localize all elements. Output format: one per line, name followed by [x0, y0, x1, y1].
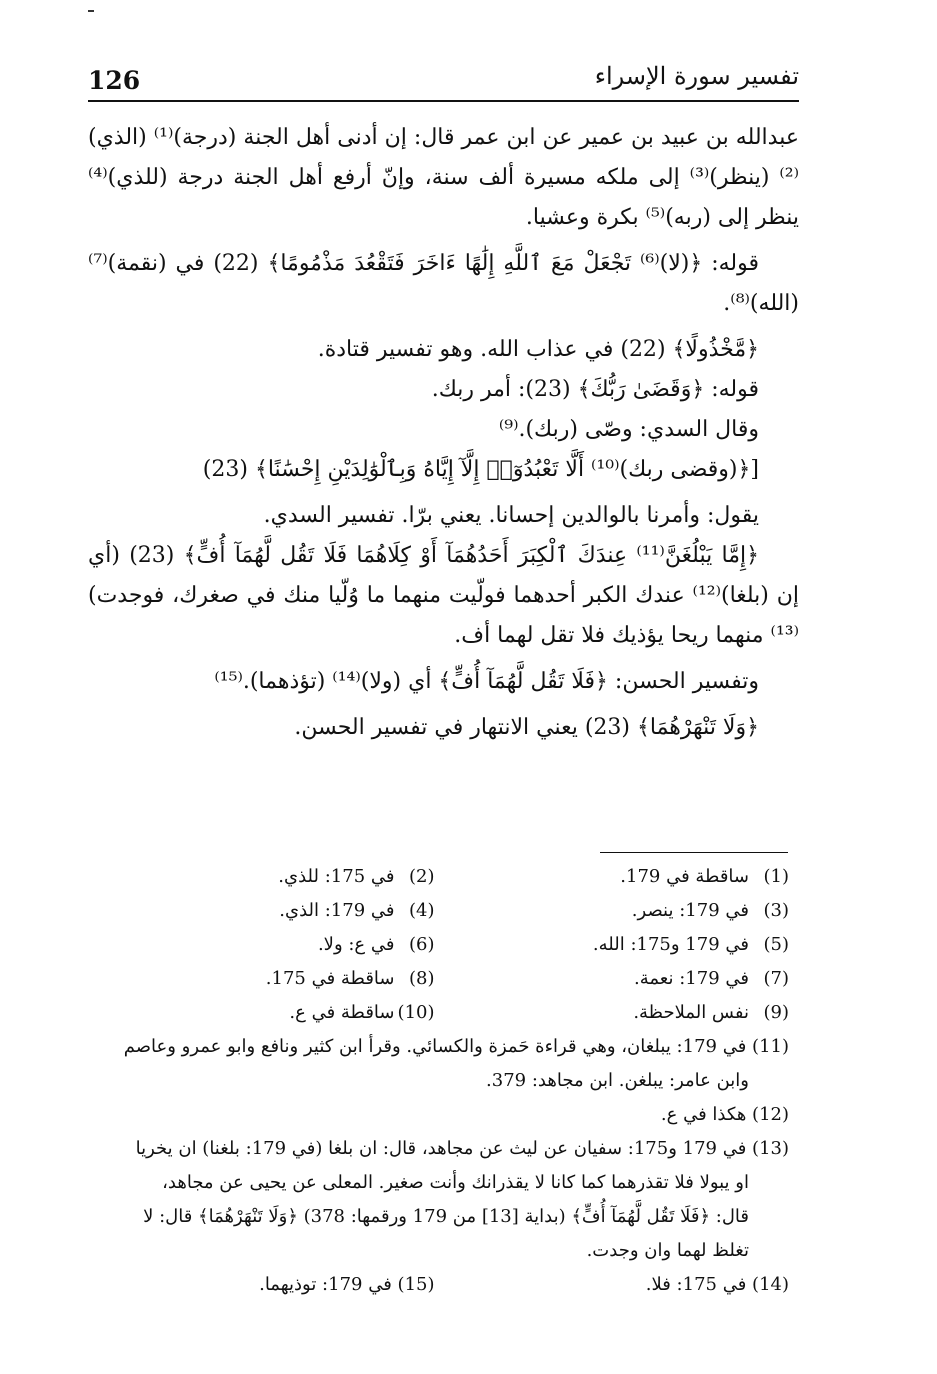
paragraph-2: قوله: ﴿(لا)⁽⁶⁾ تَجْعَلْ مَعَ ٱللَّهِ إِلَٰهًا ءَاخَرَ فَتَقْعُدَ مَذْمُومًا﴾ (22) في (نقمة)⁽⁷⁾ (الله)⁽⁸⁾. [88, 251, 799, 316]
page-title: تفسير سورة الإسراء [594, 62, 799, 90]
footnote-13-continued: قال: ﴿فَلَا تَقُل لَّهُمَآ أُفٍّ﴾ (بداية [13] من 179 ورقمها: 378) ﴿وَلَا تَنْهَرْهُمَا﴾ قال: لا [143, 1206, 749, 1227]
paragraph-4: قوله: ﴿وَقَضَىٰ رَبُّكَ﴾ (23): أمر ربك. [431, 377, 759, 402]
footnote-text: ساقطة في 179. [620, 866, 749, 887]
footnote-text: ساقطة في 175. [265, 968, 395, 989]
footnote-11: (11) في 179: يبلغان، وهي قراءة حَمزة والكسائي. وقرأ ابن كثير ونافع وابو عمرو وعاصم [123, 1036, 789, 1057]
footnote-text: في 179: الذي. [279, 900, 395, 921]
footnote-13-continued: او يبولا فلا تقذرهما كما كانا لا يقذرانك وأنت صغير. المعلى عن يحيى عن مجاهد، [162, 1172, 749, 1193]
page-number: 126 [88, 66, 141, 95]
paragraph-9: وتفسير الحسن: ﴿فَلَا تَقُل لَّهُمَآ أُفٍّ﴾ أي (ولا)⁽¹⁴⁾ (تؤذهما).⁽¹⁵⁾ [214, 669, 759, 694]
paragraph-6: [﴿(وقضى ربك)⁽¹⁰⁾ أَلَّا تَعْبُدُوٓا۟ إِلَّآ إِيَّاهُ وَبِٱلْوَٰلِدَيْنِ إِحْسَٰنًا﴾ (23) [202, 457, 759, 482]
footnote-row [80, 996, 789, 1030]
page-header [88, 60, 799, 102]
paragraph-10: ﴿وَلَا تَنْهَرْهُمَا﴾ (23) يعني الانتهار في تفسير الحسن. [294, 715, 759, 740]
footnote-number: (10) [397, 1002, 435, 1023]
footnote-row [80, 962, 789, 996]
footnote-number: (7) [763, 968, 789, 989]
footnote-number: (3) [763, 900, 789, 921]
footnote-number: (9) [763, 1002, 789, 1023]
footnote-text: نفس الملاحظة. [633, 1002, 749, 1023]
footnote-row [80, 928, 789, 962]
footnotes [80, 860, 789, 1302]
paragraph-5: وقال السدي: وصّى (ربك).⁽⁹⁾ [498, 417, 759, 442]
footnote-text: في ع: ولا. [317, 934, 395, 955]
footnote-number: (1) [763, 866, 789, 887]
footnote-number: (5) [763, 934, 789, 955]
footnote-13: (13) في 179 و175: سفيان عن ليث عن مجاهد، قال: ان بلغا (في 179: بلغنا) ان يخريا [135, 1138, 789, 1159]
footnote-15: (15) في 179: توذيهما. [259, 1274, 435, 1295]
paragraph-7: يقول: وأمرنا بالوالدين إحسانا. يعني برّا. تفسير السدي. [263, 503, 759, 528]
footnote-13-continued: تغلظ لهما وان وجدت. [586, 1240, 749, 1261]
scan-mark [88, 10, 94, 12]
paragraph-1: عبدالله بن عبيد بن عمير عن ابن عمر قال: إن أدنى أهل الجنة (درجة)⁽¹⁾ (الذي)⁽²⁾ (ينظر)⁽³⁾ إلى ملكه مسيرة ألف سنة، وإنّ أرفع أهل الجنة درجة (للذي)⁽⁴⁾ ينظر إلى (ربه)⁽⁵⁾ بكرة وعشيا. [88, 125, 799, 230]
footnote-text: في 179: ينصر. [631, 900, 749, 921]
footnote-text: في 179 و175: الله. [592, 934, 749, 955]
footnote-text: في 175: للذي. [278, 866, 395, 887]
footnote-14: (14) في 175: فلا. [645, 1274, 789, 1295]
footnote-11-continued: وابن عامر: يبلغن. ابن مجاهد: 379. [486, 1070, 749, 1091]
footnote-12: (12) هكذا في ع. [660, 1104, 789, 1125]
footnote-text: في 179: نعمة. [634, 968, 749, 989]
footnote-text: ساقطة في ع. [289, 1002, 395, 1023]
footnote-row [80, 860, 789, 894]
footnote-number: (6) [408, 934, 435, 955]
paragraph-8: ﴿إِمَّا يَبْلُغَنَّ⁽¹¹⁾ عِندَكَ ٱلْكِبَرَ أَحَدُهُمَآ أَوْ كِلَاهُمَا فَلَا تَقُل لَّهُمَآ أُفٍّ﴾ (23) (أي إن (بلغا)⁽¹²⁾ عندك الكبر أحدهما فولّيت منهما ما وُلّيا منك في صغرك، فوجدت)⁽¹³⁾ منهما ريحا يؤذيك فلا تقل لهما أف. [88, 543, 799, 648]
footnote-rule [600, 852, 788, 853]
footnote-number: (8) [408, 968, 435, 989]
footnote-row [80, 1268, 789, 1302]
footnote-number: (4) [408, 900, 435, 921]
paragraph-3: ﴿مَّخْذُولًا﴾ (22) في عذاب الله. وهو تفسير قتادة. [317, 337, 759, 362]
footnote-row [80, 894, 789, 928]
main-text [88, 118, 799, 748]
footnote-number: (2) [408, 866, 435, 887]
